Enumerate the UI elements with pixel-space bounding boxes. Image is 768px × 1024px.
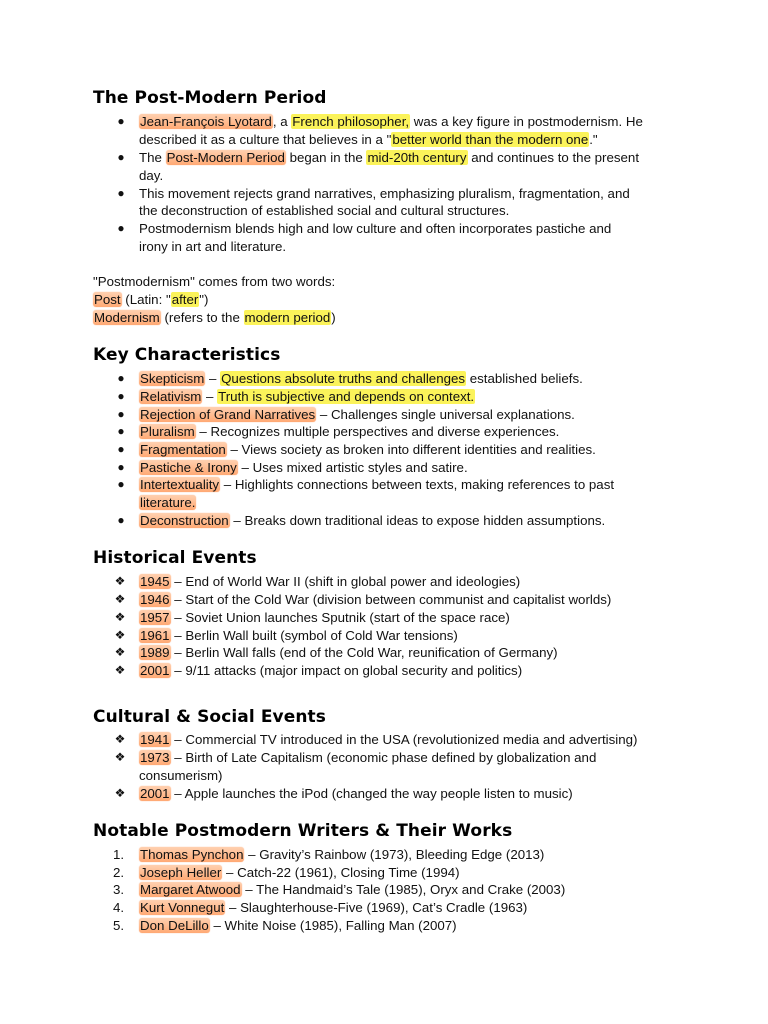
highlight-yellow: Truth is subjective and depends on context.: [218, 389, 475, 404]
list-number: 4.: [113, 900, 125, 915]
bullet-icon: ●: [117, 389, 125, 403]
highlight-orange: 2001: [140, 663, 170, 678]
highlight-orange: literature.: [140, 495, 196, 510]
etymology-intro: "Postmodernism" comes from two words:: [93, 274, 336, 289]
section-heading-postmodern: The Post-Modern Period: [93, 88, 327, 108]
diamond-bullet-icon: ❖: [114, 610, 126, 624]
highlight-orange: Modernism: [94, 310, 160, 325]
bullet-icon: ●: [117, 371, 125, 385]
highlight-orange: 1945: [140, 574, 170, 589]
list-item: Intertextuality – Highlights connections between texts, making references to past: [140, 477, 615, 492]
list-item: Postmodernism blends high and low culture and often incorporates pastiche and: [139, 221, 612, 236]
highlight-orange: Post-Modern Period: [166, 150, 285, 165]
diamond-bullet-icon: ❖: [114, 663, 126, 677]
list-number: 3.: [113, 882, 125, 897]
list-item-continuation: the deconstruction of established social and cultural structures.: [139, 203, 510, 218]
list-item: 2001 – Apple launches the iPod (changed the way people listen to music): [140, 786, 573, 801]
highlight-yellow: after: [171, 292, 199, 307]
diamond-bullet-icon: ❖: [114, 592, 126, 606]
highlight-orange: Relativism: [140, 389, 202, 404]
list-item: Deconstruction – Breaks down traditional ideas to expose hidden assumptions.: [140, 513, 606, 528]
list-item: Skepticism – Questions absolute truths and challenges established beliefs.: [140, 371, 583, 386]
list-item: Rejection of Grand Narratives – Challenges single universal explanations.: [140, 407, 575, 422]
highlight-orange: Post: [94, 292, 121, 307]
bullet-icon: ●: [117, 477, 125, 491]
diamond-bullet-icon: ❖: [114, 750, 126, 764]
bullet-icon: ●: [117, 460, 125, 474]
list-item: Pluralism – Recognizes multiple perspectives and diverse experiences.: [140, 424, 560, 439]
bullet-icon: ●: [117, 424, 125, 438]
highlight-orange: Margaret Atwood: [140, 882, 241, 897]
list-item: Thomas Pynchon – Gravity’s Rainbow (1973), Bleeding Edge (2013): [140, 847, 545, 862]
highlight-orange: Pastiche & Irony: [140, 460, 237, 475]
highlight-orange: Intertextuality: [140, 477, 220, 492]
list-number: 2.: [113, 865, 125, 880]
list-item: Kurt Vonnegut – Slaughterhouse-Five (1969), Cat’s Cradle (1963): [140, 900, 528, 915]
highlight-yellow: mid-20th century: [367, 150, 467, 165]
highlight-orange: Skepticism: [140, 371, 205, 386]
highlight-orange: Don DeLillo: [140, 918, 209, 933]
list-item-continuation: irony in art and literature.: [139, 239, 287, 254]
diamond-bullet-icon: ❖: [114, 574, 126, 588]
highlight-orange: Jean-François Lyotard: [140, 114, 272, 129]
etymology-post: Post (Latin: "after"): [94, 292, 209, 307]
highlight-orange: Kurt Vonnegut: [140, 900, 225, 915]
diamond-bullet-icon: ❖: [114, 628, 126, 642]
diamond-bullet-icon: ❖: [114, 786, 126, 800]
highlight-orange: 1989: [140, 645, 170, 660]
highlight-orange: Thomas Pynchon: [140, 847, 244, 862]
list-number: 1.: [113, 847, 125, 862]
bullet-icon: ●: [117, 150, 125, 164]
highlight-yellow: better world than the modern one: [392, 132, 589, 147]
list-item: 1973 – Birth of Late Capitalism (economic phase defined by globalization and: [140, 750, 597, 765]
highlight-orange: Deconstruction: [140, 513, 229, 528]
list-item: 2001 – 9/11 attacks (major impact on global security and politics): [140, 663, 523, 678]
highlight-orange: 1941: [140, 732, 170, 747]
highlight-yellow: Questions absolute truths and challenges: [221, 371, 466, 386]
highlight-orange: 1946: [140, 592, 170, 607]
list-item-continuation: day.: [139, 168, 164, 183]
list-item: The Post-Modern Period began in the mid-20th century and continues to the present: [139, 150, 640, 165]
highlight-orange: Joseph Heller: [140, 865, 222, 880]
highlight-orange: 1973: [140, 750, 170, 765]
list-item: 1961 – Berlin Wall built (symbol of Cold War tensions): [140, 628, 458, 643]
highlight-orange: Pluralism: [140, 424, 195, 439]
bullet-icon: ●: [117, 407, 125, 421]
list-item: 1945 – End of World War II (shift in global power and ideologies): [140, 574, 521, 589]
diamond-bullet-icon: ❖: [114, 732, 126, 746]
highlight-yellow: French philosopher,: [292, 114, 410, 129]
etymology-modernism: Modernism (refers to the modern period): [94, 310, 336, 325]
list-item: 1957 – Soviet Union launches Sputnik (start of the space race): [140, 610, 510, 625]
bullet-icon: ●: [117, 221, 125, 235]
list-item: Fragmentation – Views society as broken into different identities and realities.: [140, 442, 596, 457]
list-item-continuation: consumerism): [139, 768, 223, 783]
list-item-continuation: described it as a culture that believes in a "better world than the modern one.": [139, 132, 598, 147]
section-heading-writers: Notable Postmodern Writers & Their Works: [93, 821, 513, 841]
list-item: Jean-François Lyotard, a French philosopher, was a key figure in postmodernism. He: [140, 114, 643, 129]
list-item: Joseph Heller – Catch-22 (1961), Closing Time (1994): [140, 865, 460, 880]
highlight-orange: 2001: [140, 786, 170, 801]
diamond-bullet-icon: ❖: [114, 645, 126, 659]
highlight-yellow: modern period: [244, 310, 331, 325]
bullet-icon: ●: [117, 442, 125, 456]
list-item-continuation: [139, 494, 196, 512]
highlight-orange: 1961: [140, 628, 170, 643]
list-item: 1989 – Berlin Wall falls (end of the Cold War, reunification of Germany): [140, 645, 558, 660]
section-heading-historical: Historical Events: [93, 548, 257, 568]
bullet-icon: ●: [117, 513, 125, 527]
section-heading-characteristics: Key Characteristics: [93, 345, 281, 365]
highlight-orange: 1957: [140, 610, 170, 625]
list-item: This movement rejects grand narratives, emphasizing pluralism, fragmentation, and: [139, 186, 630, 201]
highlight-orange: Rejection of Grand Narratives: [140, 407, 316, 422]
list-item: Relativism – Truth is subjective and depends on context.: [140, 389, 475, 404]
bullet-icon: ●: [117, 114, 125, 128]
section-heading-cultural: Cultural & Social Events: [93, 707, 326, 727]
list-item: 1946 – Start of the Cold War (division between communist and capitalist worlds): [140, 592, 612, 607]
list-item: Margaret Atwood – The Handmaid’s Tale (1985), Oryx and Crake (2003): [140, 882, 566, 897]
highlight-orange: Fragmentation: [140, 442, 226, 457]
list-item: Don DeLillo – White Noise (1985), Falling Man (2007): [140, 918, 457, 933]
bullet-icon: ●: [117, 186, 125, 200]
list-item: 1941 – Commercial TV introduced in the USA (revolutionized media and advertising): [140, 732, 638, 747]
list-number: 5.: [113, 918, 125, 933]
list-item: Pastiche & Irony – Uses mixed artistic styles and satire.: [140, 460, 468, 475]
